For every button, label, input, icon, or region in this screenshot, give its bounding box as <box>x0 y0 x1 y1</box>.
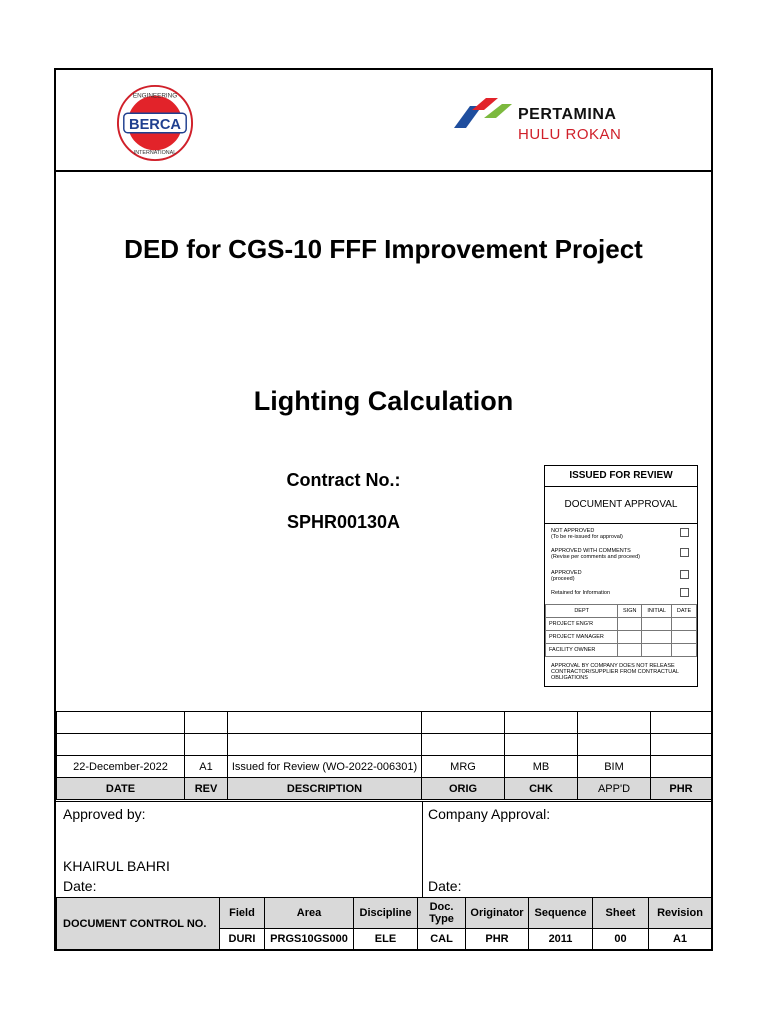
berca-logo <box>116 84 194 162</box>
pertamina-mark-icon <box>452 96 514 132</box>
revision-blank-row <box>57 712 712 734</box>
berca-top-text: ENGINEERING <box>132 92 178 100</box>
doc-control-header-row: DOCUMENT CONTROL NO. Field Area Discipline Doc. Type Originator Sequence Sheet Revision <box>57 898 712 929</box>
stamp-subtitle: DOCUMENT APPROVAL <box>545 487 697 524</box>
checkbox-approved-with-comments[interactable] <box>680 548 689 557</box>
stamp-option: NOT APPROVED (To be re-issued for approval) <box>551 528 623 540</box>
stamp-sign-grid: DEPT SIGN INITIAL DATE PROJECT ENG'R PROJECT MANAGER FACILITY OWNER <box>545 604 697 657</box>
revision-blank-row <box>57 734 712 756</box>
pertamina-name: PERTAMINA <box>518 106 617 123</box>
revision-table <box>56 711 712 800</box>
revision-header-row: DATE REV DESCRIPTION ORIG CHK APP'D PHR <box>57 778 712 800</box>
checkbox-retained[interactable] <box>680 588 689 597</box>
berca-main-text: BERCA <box>129 116 181 133</box>
company-approval-label: Company Approval: <box>428 806 551 822</box>
contract-number: SPHR00130A <box>286 512 401 532</box>
doc-control-label: DOCUMENT CONTROL NO. <box>57 898 220 950</box>
revision-row: 22-December-2022 A1 Issued for Review (WO-2022-006301) MRG MB BIM <box>57 756 712 778</box>
document-title: Lighting Calculation <box>253 386 514 416</box>
document-control-table <box>56 897 712 950</box>
approved-by-label: Approved by: <box>63 806 146 822</box>
approval-section <box>56 801 711 898</box>
checkbox-not-approved[interactable] <box>680 528 689 537</box>
stamp-option: APPROVED WITH COMMENTS (Revise per comments and proceed) <box>551 548 640 560</box>
header <box>56 70 711 172</box>
berca-bottom-text: INTERNATIONAL <box>133 150 177 157</box>
approver-date-label: Date: <box>63 878 97 894</box>
document-frame <box>54 68 713 951</box>
pertamina-logo <box>452 94 652 144</box>
review-stamp <box>544 465 698 687</box>
contract-label: Contract No.: <box>286 470 401 490</box>
checkbox-approved[interactable] <box>680 570 689 579</box>
stamp-title: ISSUED FOR REVIEW <box>545 466 697 487</box>
stamp-option: Retained for Information <box>551 590 611 596</box>
project-title: DED for CGS-10 FFF Improvement Project <box>124 234 643 264</box>
stamp-note: APPROVAL BY COMPANY DOES NOT RELEASE CONTRACTOR/SUPPLIER FROM CONTRACTUAL OBLIGATIONS <box>551 663 679 681</box>
doc-control-value-row: DURI PRGS10GS000 ELE CAL PHR 2011 00 A1 <box>57 929 712 950</box>
company-date-label: Date: <box>428 878 462 894</box>
approver-name: KHAIRUL BAHRI <box>63 858 170 874</box>
pertamina-subname: HULU ROKAN <box>518 126 622 143</box>
stamp-option: APPROVED (proceed) <box>551 570 582 582</box>
